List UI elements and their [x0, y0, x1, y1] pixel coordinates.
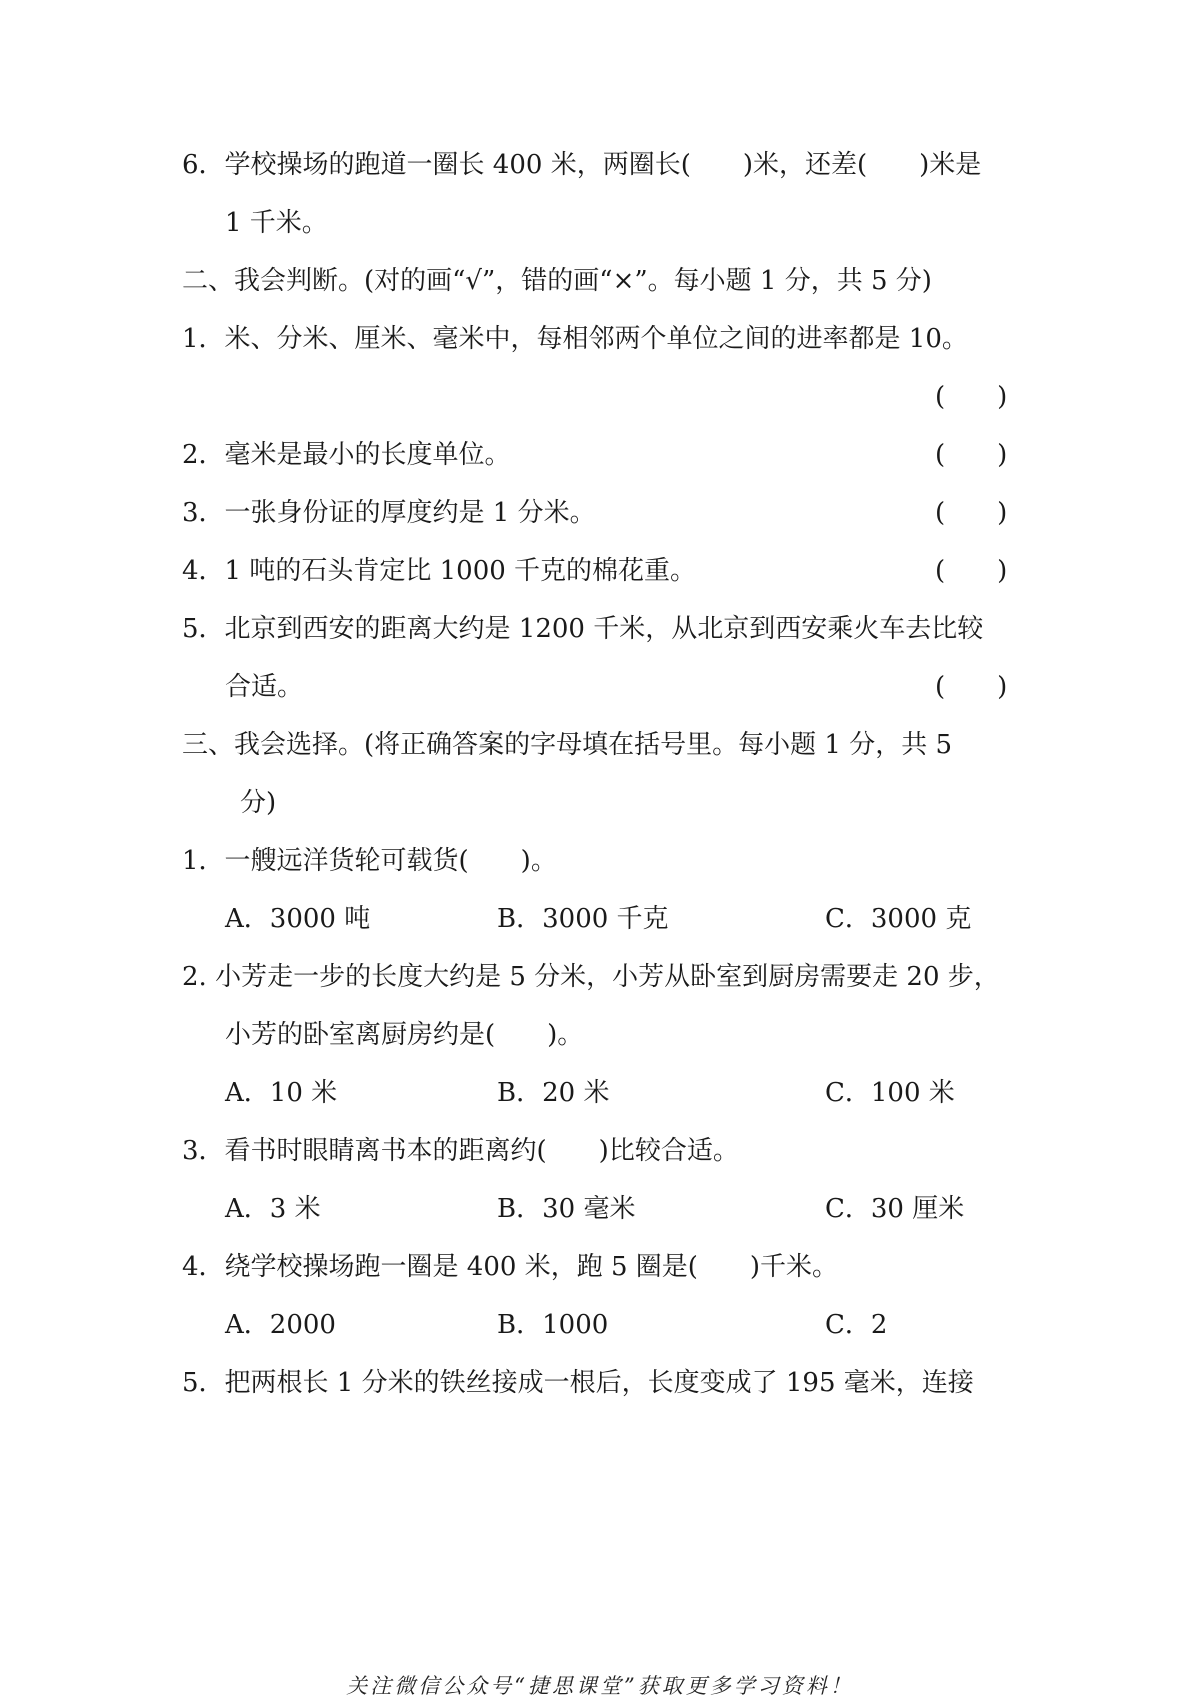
- judge-answer-paren-2: ( ): [935, 440, 1008, 470]
- q6-line2: 1 千米。: [225, 208, 328, 238]
- choice-q4-option-a: A．2000: [225, 1310, 336, 1340]
- choice-q3-option-a: A．3 米: [225, 1194, 321, 1224]
- section3-heading-line2: 分): [240, 788, 277, 818]
- choice-q2-option-a: A．10 米: [225, 1078, 338, 1108]
- footer-promo: 关注微信公众号“捷思课堂”获取更多学习资料！: [346, 1674, 854, 1698]
- judge-item-3: 3．一张身份证的厚度约是 1 分米。: [182, 498, 596, 528]
- choice-q3-option-c: C．30 厘米: [825, 1194, 965, 1224]
- judge-item-4: 4．1 吨的石头肯定比 1000 千克的棉花重。: [182, 556, 697, 586]
- choice-q2: 2. 小芳走一步的长度大约是 5 分米，小芳从卧室到厨房需要走 20 步，: [182, 962, 1000, 992]
- judge-answer-paren-5: ( ): [935, 672, 1008, 702]
- section2-heading: 二、我会判断。(对的画“√”，错的画“×”。每小题 1 分，共 5 分): [182, 266, 932, 296]
- choice-q3-option-b: B．30 毫米: [497, 1194, 636, 1224]
- judge-answer-paren-4: ( ): [935, 556, 1008, 586]
- judge-item-5-line2: 合适。: [225, 672, 304, 702]
- choice-q1-option-a: A．3000 吨: [225, 904, 371, 934]
- choice-q4: 4．绕学校操场跑一圈是 400 米，跑 5 圈是( )千米。: [182, 1252, 839, 1282]
- choice-q4-option-b: B．1000: [497, 1310, 609, 1340]
- choice-q4-option-c: C．2: [825, 1310, 888, 1340]
- judge-item-2: 2．毫米是最小的长度单位。: [182, 440, 511, 470]
- choice-q5: 5．把两根长 1 分米的铁丝接成一根后，长度变成了 195 毫米，连接: [182, 1368, 974, 1398]
- judge-answer-paren-3: ( ): [935, 498, 1008, 528]
- section3-heading: 三、我会选择。(将正确答案的字母填在括号里。每小题 1 分，共 5: [182, 730, 953, 760]
- judge-item-5: 5．北京到西安的距离大约是 1200 千米，从北京到西安乘火车去比较: [182, 614, 984, 644]
- q6-line1: 6．学校操场的跑道一圈长 400 米，两圈长( )米，还差( )米是: [182, 150, 982, 180]
- choice-q3: 3．看书时眼睛离书本的距离约( )比较合适。: [182, 1136, 739, 1166]
- choice-q1: 1．一艘远洋货轮可载货( )。: [182, 846, 557, 876]
- choice-q2-option-c: C．100 米: [825, 1078, 955, 1108]
- choice-q1-option-c: C．3000 克: [825, 904, 972, 934]
- judge-item-1: 1．米、分米、厘米、毫米中，每相邻两个单位之间的进率都是 10。: [182, 324, 968, 354]
- choice-q2-option-b: B．20 米: [497, 1078, 610, 1108]
- choice-q2-line2: 小芳的卧室离厨房约是( )。: [225, 1020, 584, 1050]
- judge-answer-paren-1: ( ): [935, 382, 1008, 412]
- choice-q1-option-b: B．3000 千克: [497, 904, 669, 934]
